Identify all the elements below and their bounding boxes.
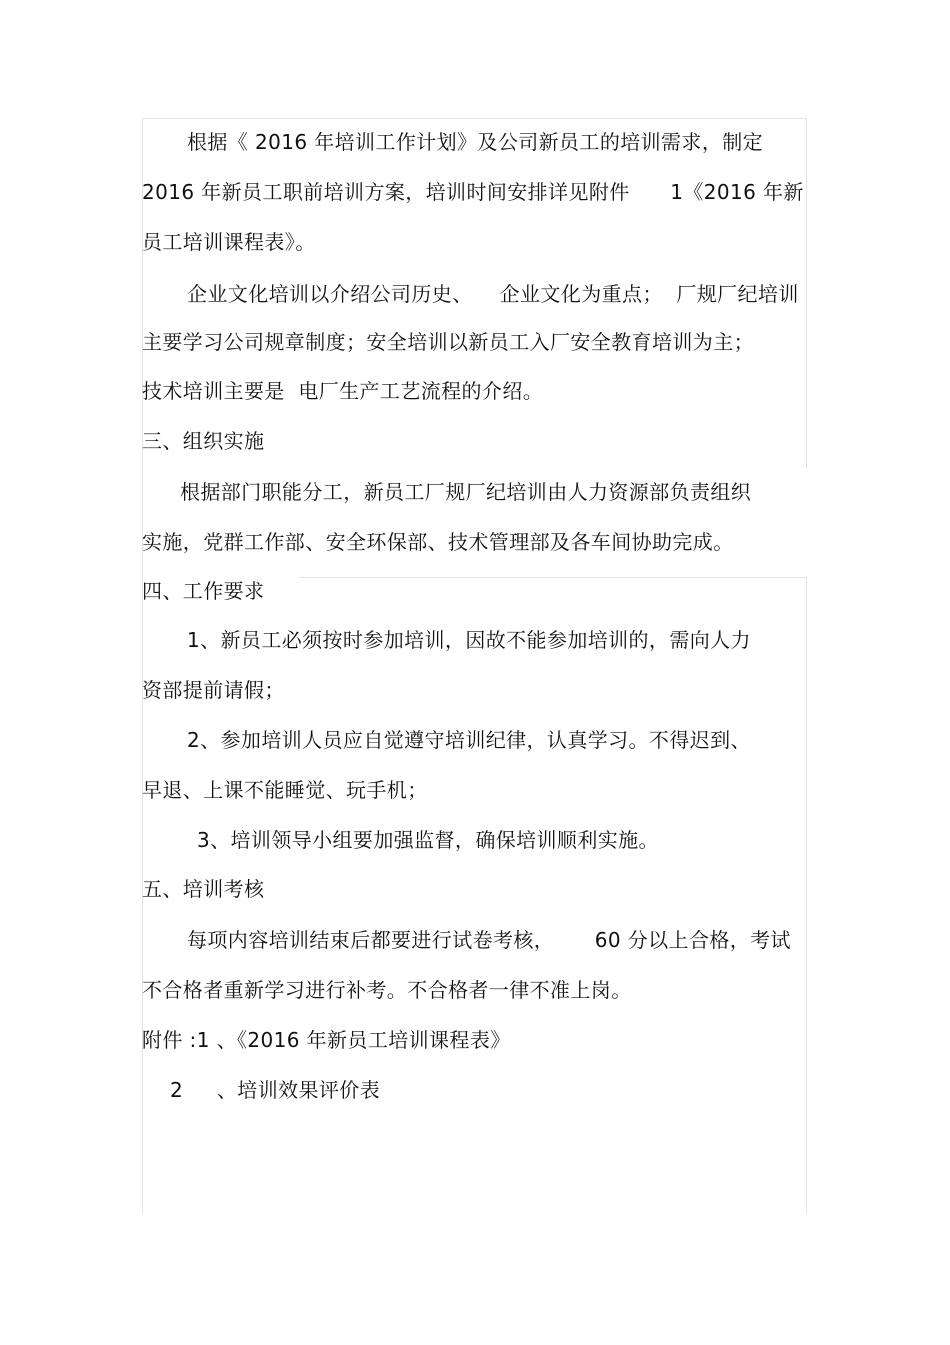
section-heading: 五、培训考核 [142,877,265,901]
paragraph-line: 企业文化培训以介绍公司历史、 企业文化为重点； 厂规厂纪培训 [187,282,799,306]
paragraph-line: 根据《 2016 年培训工作计划》及公司新员工的培训需求，制定 [187,130,764,154]
attachment-line: 附件 :1 、《2016 年新员工培训课程表》 [142,1028,511,1052]
paragraph-line: 根据部门职能分工，新员工厂规厂纪培训由人力资源部负责组织 [180,480,752,504]
paragraph-line: 员工培训课程表》。 [142,230,316,254]
frame-top-line [142,118,807,119]
list-item: 1、新员工必须按时参加培训，因故不能参加培训的，需向人力 [187,628,751,652]
paragraph-line: 不合格者重新学习进行补考。不合格者一律不准上岗。 [142,978,632,1002]
paragraph-line: 每项内容培训结束后都要进行试卷考核， 60 分以上合格，考试 [187,928,791,952]
paragraph-line: 实施，党群工作部、安全环保部、技术管理部及各车间协助完成。 [142,530,734,554]
list-item: 资部提前请假； [142,678,285,702]
list-item: 早退、上课不能睡觉、玩手机； [142,778,428,802]
list-item: 2、参加培训人员应自觉遵守培训纪律，认真学习。不得迟到、 [187,728,751,752]
frame-right-line-upper [806,118,807,468]
paragraph-line: 2016 年新员工职前培训方案，培训时间安排详见附件 1《2016 年新 [142,180,804,204]
attachment-line: 2 、培训效果评价表 [170,1078,381,1102]
paragraph-line: 技术培训主要是 电厂生产工艺流程的介绍。 [142,379,544,403]
frame-right-line-lower [806,577,807,1213]
frame-mid-line [300,577,807,578]
paragraph-line: 主要学习公司规章制度；安全培训以新员工入厂安全教育培训为主； [142,330,754,354]
list-item: 3、培训领导小组要加强监督，确保培训顺利实施。 [197,828,659,852]
section-heading: 四、工作要求 [142,579,265,603]
section-heading: 三、组织实施 [142,429,265,453]
